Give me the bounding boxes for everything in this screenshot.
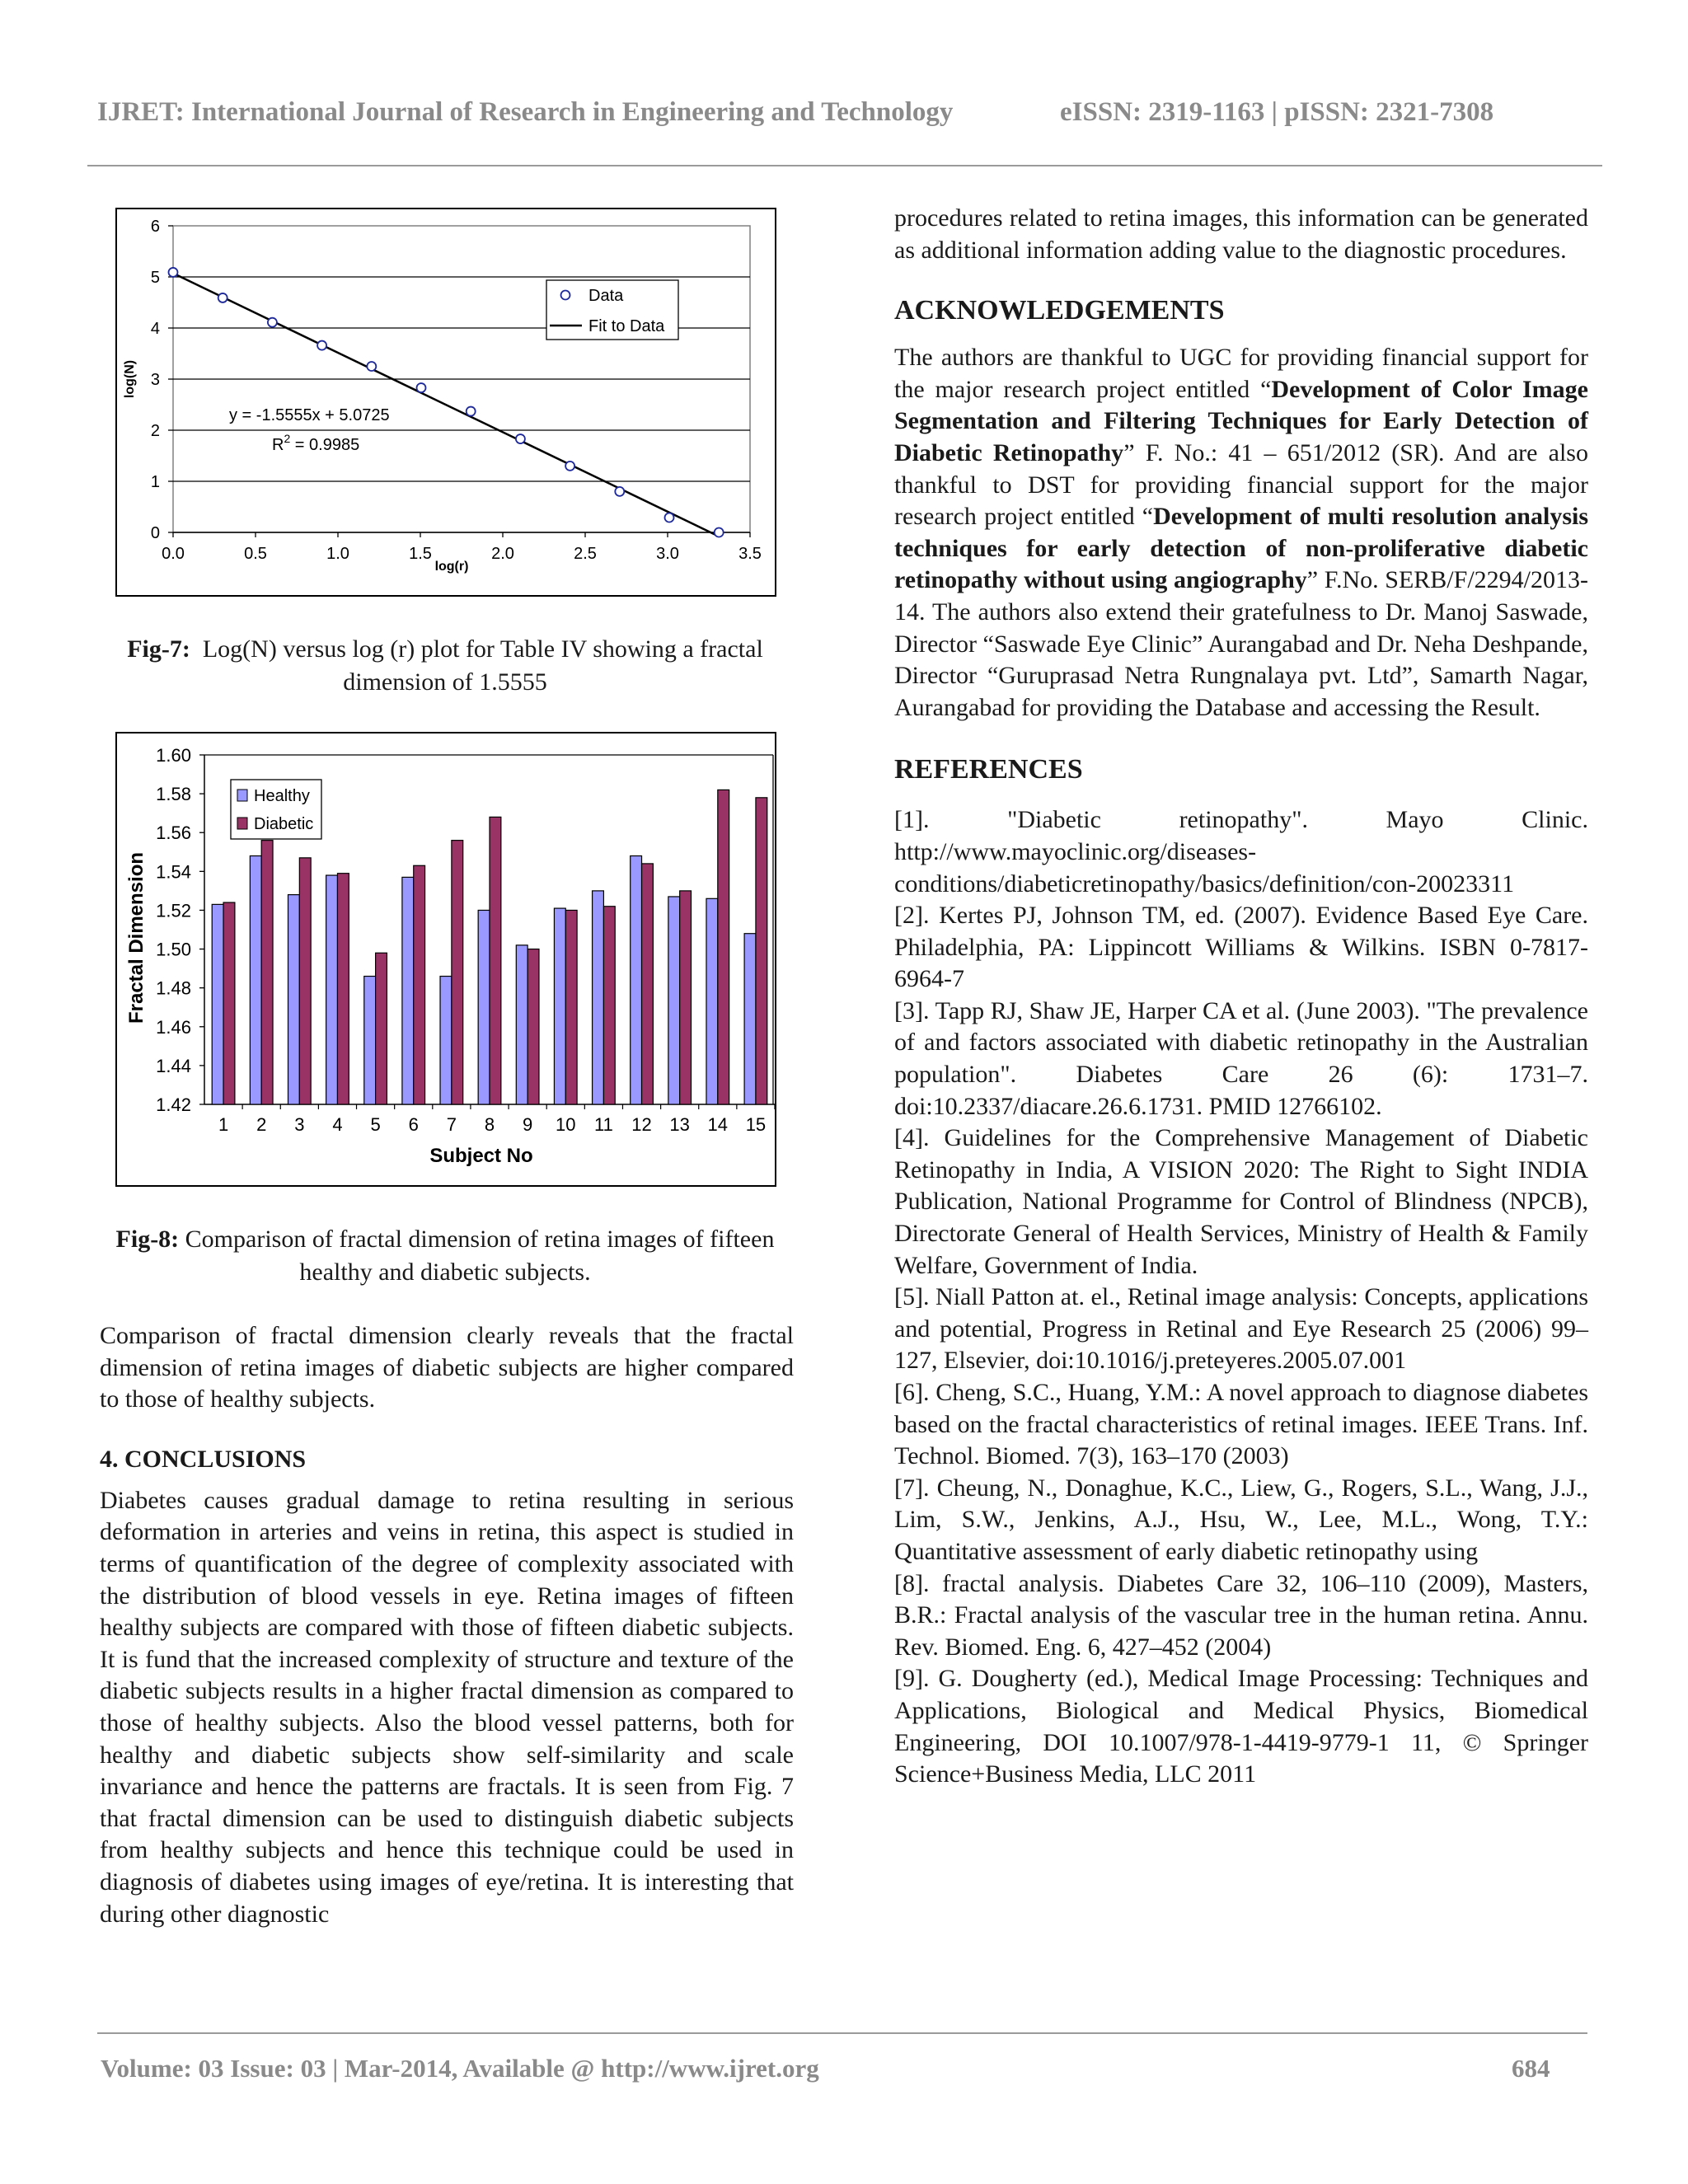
fig8-bar-diabetic (680, 891, 692, 1104)
fig8-x-tick-label: 6 (408, 1114, 419, 1135)
fig7-caption-label: Fig-7: (127, 635, 190, 663)
fig7-x-tick-label: 2.0 (491, 545, 514, 563)
fig7-data-point (615, 487, 624, 496)
fig7-data-point (417, 383, 426, 392)
fig7-y-tick-label: 6 (150, 218, 160, 236)
fig8-svg (115, 732, 776, 1187)
fig7-legend-label: Data (588, 287, 624, 305)
left-column (100, 1320, 794, 1930)
journal-title: IJRET: International Journal of Research in Engineering and Technology (97, 97, 954, 127)
fig8-x-tick-label: 15 (745, 1114, 767, 1135)
fig7-data-point (665, 513, 674, 523)
fig7-y-tick-label: 3 (150, 371, 160, 389)
footer-rule (97, 2032, 1587, 2034)
fig8-bar-healthy (554, 908, 565, 1104)
fig8-y-tick-label: 1.44 (156, 1055, 191, 1076)
fig8-x-tick-label: 2 (256, 1114, 267, 1135)
fig8-bar-healthy (440, 977, 452, 1104)
fig8-x-tick-label: 12 (631, 1114, 652, 1135)
fig8-legend-label: Diabetic (254, 815, 314, 833)
fig8-y-tick-label: 1.54 (156, 861, 191, 883)
issn: eISSN: 2319-1163 | pISSN: 2321-7308 (1060, 97, 1494, 127)
fig7-y-tick-label: 1 (150, 473, 160, 491)
fig7-y-axis-label: log(N) (123, 359, 137, 399)
fig8-bar-healthy (326, 875, 338, 1104)
fig8-y-tick-label: 1.42 (156, 1094, 191, 1115)
fig8-bar-diabetic (376, 953, 387, 1104)
ack-part-2: ” F. No.: 41 – 651/2012 (SR). And are also thankful to DST for providing financial support for the major research project entitled “ (894, 438, 1588, 531)
fig7-y-tick-label: 5 (150, 269, 160, 287)
fig8-x-tick-label: 7 (446, 1114, 457, 1135)
fig8-x-tick-label: 5 (370, 1114, 381, 1135)
fig7-caption-text: Log(N) versus log (r) plot for Table IV showing a fractal dimension of 1.5555 (202, 635, 763, 696)
fig8-caption-label: Fig-8: (115, 1226, 180, 1253)
fig8-x-tick-label: 4 (332, 1114, 343, 1135)
ack-text (894, 342, 1588, 724)
fig8-bar-healthy (288, 895, 299, 1104)
fig7-data-point (367, 362, 376, 371)
references-list (894, 804, 1588, 1790)
fig8-bar-healthy (364, 977, 376, 1104)
comparison-paragraph: Comparison of fractal dimension clearly reveals that the fractal dimension of retina images of diabetic subjects are higher compared to those of healthy subjects. (100, 1322, 794, 1413)
fig8-caption (115, 1223, 775, 1289)
fig7-svg (115, 208, 776, 597)
fig8-bar-healthy (706, 898, 718, 1104)
ack-part-1: The authors are thankful to UGC for providing financial support for the major research project entitled “ (894, 344, 1588, 403)
ack-project-1: Development of Color Image Segmentation and Filtering Techniques for Early Detection of Diabetic Retinopathy (894, 375, 1588, 466)
fig7-x-tick-label: 1.5 (409, 545, 432, 563)
fig8-x-tick-label: 10 (556, 1114, 576, 1135)
fig8-y-tick-label: 1.58 (156, 784, 191, 805)
fig7-x-tick-label: 1.0 (326, 545, 349, 563)
ack-heading: ACKNOWLEDGEMENTS (894, 295, 1225, 326)
fig7-y-tick-label: 2 (150, 422, 160, 440)
fig8-bar-diabetic (756, 798, 767, 1104)
fig8-bar-diabetic (603, 907, 615, 1104)
fig8-x-tick-label: 1 (218, 1114, 229, 1135)
fig8-bar-healthy (744, 934, 756, 1104)
reference-item: [8]. fractal analysis. Diabetes Care 32, 106–110 (2009), Masters, B.R.: Fractal analysis of the vascular tree in the human retina. Annu. Rev. Biomed. Eng. 6, 427–452 (2004) (894, 1569, 1588, 1661)
fig8-chart (115, 732, 776, 1191)
reference-item: [1]. "Diabetic retinopathy". Mayo Clinic. http://www.mayoclinic.org/diseases-conditions/diabeticretinopathy/basics/definition/con-20023311 (894, 806, 1588, 898)
footer-volume: Volume: 03 Issue: 03 | Mar-2014, Available @ http://www.ijret.org (101, 2054, 819, 2083)
fig8-bar-diabetic (490, 817, 501, 1104)
fig8-bar-healthy (668, 897, 680, 1104)
fig7-data-point (516, 434, 525, 443)
fig8-bar-healthy (593, 891, 604, 1104)
fig8-bar-diabetic (642, 864, 654, 1104)
fig8-bar-diabetic (528, 949, 539, 1104)
references-heading: REFERENCES (894, 754, 1083, 785)
fig8-x-tick-label: 14 (707, 1114, 729, 1135)
fig8-y-tick-label: 1.48 (156, 977, 191, 999)
fig8-y-tick-label: 1.60 (156, 745, 191, 766)
fig8-bar-diabetic (261, 841, 273, 1104)
fig7-data-point (565, 462, 574, 471)
fig7-x-tick-label: 0.0 (162, 545, 185, 563)
fig8-y-tick-label: 1.50 (156, 939, 191, 960)
page-footer (101, 2054, 1584, 2083)
fig8-x-axis-label: Subject No (429, 1145, 533, 1167)
fig7-data-point (268, 318, 277, 327)
reference-item: [5]. Niall Patton at. el., Retinal image analysis: Concepts, applications and potential, Progress in Retinal and Eye Research 25 (2006) 99–127, Elsevier, doi:10.1016/j.preteyeres.2005.07.001 (894, 1283, 1588, 1375)
fig8-bar-healthy (478, 910, 490, 1104)
conclusions-heading: 4. CONCLUSIONS (100, 1445, 307, 1473)
fig8-bar-healthy (631, 855, 642, 1104)
fig8-bar-diabetic (452, 841, 463, 1104)
fig7-x-tick-label: 3.0 (656, 545, 679, 563)
fig7-equation: y = -1.5555x + 5.0725 (229, 406, 390, 424)
fig8-x-tick-label: 11 (593, 1114, 613, 1135)
fig8-bar-diabetic (414, 865, 425, 1104)
fig7-legend-label: Fit to Data (588, 317, 665, 335)
fig7-y-tick-label: 0 (150, 524, 160, 542)
fig8-y-tick-label: 1.56 (156, 823, 191, 844)
fig7-x-axis-label: log(r) (434, 560, 469, 574)
fig8-legend-label: Healthy (254, 787, 310, 805)
fig8-bar-diabetic (337, 874, 349, 1104)
right-column (894, 203, 1588, 1791)
fig7-r-squared: $R^2 = 0.9985$ (272, 432, 360, 454)
fig8-x-tick-label: 9 (523, 1114, 533, 1135)
fig7-y-tick-label: 4 (150, 320, 160, 338)
fig8-bar-diabetic (299, 858, 311, 1104)
fig8-bar-healthy (516, 945, 528, 1104)
ack-project-2: Development of multi resolution analysis techniques for early detection of non-proliferative diabetic retinopathy without using angiography (894, 503, 1588, 594)
fig8-bar-diabetic (565, 910, 577, 1104)
reference-item: [9]. G. Dougherty (ed.), Medical Image Processing: Techniques and Applications, Biological and Medical Physics, Biomedical Engineering, DOI 10.1007/978-1-4419-9779-1 11, © Springer Science+Business Media, LLC 2011 (894, 1665, 1588, 1788)
conclusions-text: Diabetes causes gradual damage to retina resulting in serious deformation in arteries and veins in retina, this aspect is studied in terms of quantification of the degree of complexity associated with the distribution of blood vessels in eye. Retina images of fifteen healthy subjects are compared with those of fifteen diabetic subjects. It is fund that the increased complexity of structure and texture of the diabetic subjects results in a higher fractal dimension as compared to those of healthy subjects. Also the blood vessel patterns, both for healthy and diabetic subjects show self-similarity and scale invariance and hence the patterns are fractals. It is seen from Fig. 7 that fractal dimension can be used to distinguish diabetic subjects from healthy subjects and hence this technique could be used in diagnosis of diabetes using images of eye/retina. It is interesting that during other diagnostic (100, 1486, 794, 1928)
reference-item: [6]. Cheng, S.C., Huang, Y.M.: A novel approach to diagnose diabetes based on the fractal characteristics of retinal images. IEEE Trans. Inf. Technol. Biomed. 7(3), 163–170 (2003) (894, 1379, 1588, 1470)
fig8-legend-swatch (237, 790, 247, 801)
reference-item: [3]. Tapp RJ, Shaw JE, Harper CA et al. (June 2003). "The prevalence of and factors associated with diabetic retinopathy in the Australian population". Diabetes Care 26 (6): 1731–7. doi:10.2337/diacare.26.6.1731. PMID 12766102. (894, 996, 1588, 1120)
fig8-bar-healthy (250, 855, 261, 1104)
fig8-bar-diabetic (718, 790, 729, 1104)
fig7-data-point (169, 268, 178, 277)
page-number: 684 (1512, 2054, 1550, 2083)
fig7-x-tick-label: 2.5 (574, 545, 597, 563)
fig7-data-point (317, 341, 326, 350)
continuation-paragraph: procedures related to retina images, this information can be generated as additional information adding value to the diagnostic procedures. (894, 204, 1588, 264)
fig7-data-point (715, 528, 724, 537)
fig7-x-tick-label: 0.5 (244, 545, 267, 563)
fig7-data-point (218, 293, 227, 302)
reference-item: [4]. Guidelines for the Comprehensive Management of Diabetic Retinopathy in India, A VISION 2020: The Right to Sight INDIA Publication, National Programme for Control of Blindness (NPCB), Directorate General of Health Services, Ministry of Health & Family Welfare, Government of India. (894, 1124, 1588, 1279)
fig8-x-tick-label: 3 (294, 1114, 305, 1135)
fig8-caption-text: Comparison of fractal dimension of retina images of fifteen healthy and diabetic subjects. (185, 1226, 775, 1286)
fig7-legend-marker-data (561, 291, 570, 300)
fig7-x-tick-label: 3.5 (738, 545, 762, 563)
fig8-x-tick-label: 13 (669, 1114, 690, 1135)
fig8-y-axis-label: Fractal Dimension (125, 851, 148, 1024)
fig8-bar-diabetic (223, 902, 235, 1104)
fig7-chart (115, 208, 776, 601)
header-rule (87, 165, 1602, 166)
fig7-caption (115, 633, 775, 699)
fig8-legend-swatch (237, 818, 247, 829)
fig8-bar-healthy (212, 904, 223, 1104)
reference-item: [7]. Cheung, N., Donaghue, K.C., Liew, G., Rogers, S.L., Wang, J.J., Lim, S.W., Jenkins, A.J., Hsu, W., Lee, M.L., Wong, T.Y.: Quantitative assessment of early diabetic retinopathy using (894, 1474, 1588, 1565)
fig8-bar-healthy (402, 877, 414, 1104)
fig8-y-tick-label: 1.52 (156, 900, 191, 921)
fig8-y-tick-label: 1.46 (156, 1016, 191, 1038)
fig7-data-point (467, 407, 476, 416)
fig8-x-tick-label: 8 (484, 1114, 495, 1135)
reference-item: [2]. Kertes PJ, Johnson TM, ed. (2007). Evidence Based Eye Care. Philadelphia, PA: Lippincott Williams & Wilkins. ISBN 0-7817-6964-7 (894, 902, 1588, 993)
ack-part-3: ” F.No. SERB/F/2294/2013-14. The authors also extend their gratefulness to Dr. Manoj Saswade, Director “Saswade Eye Clinic” Aurangabad and Dr. Neha Deshpande, Director “Guruprasad Netra Rungnalaya pvt. Ltd”, Samarth Nagar, Aurangabad for providing the Database and accessing the Result. (894, 566, 1588, 721)
